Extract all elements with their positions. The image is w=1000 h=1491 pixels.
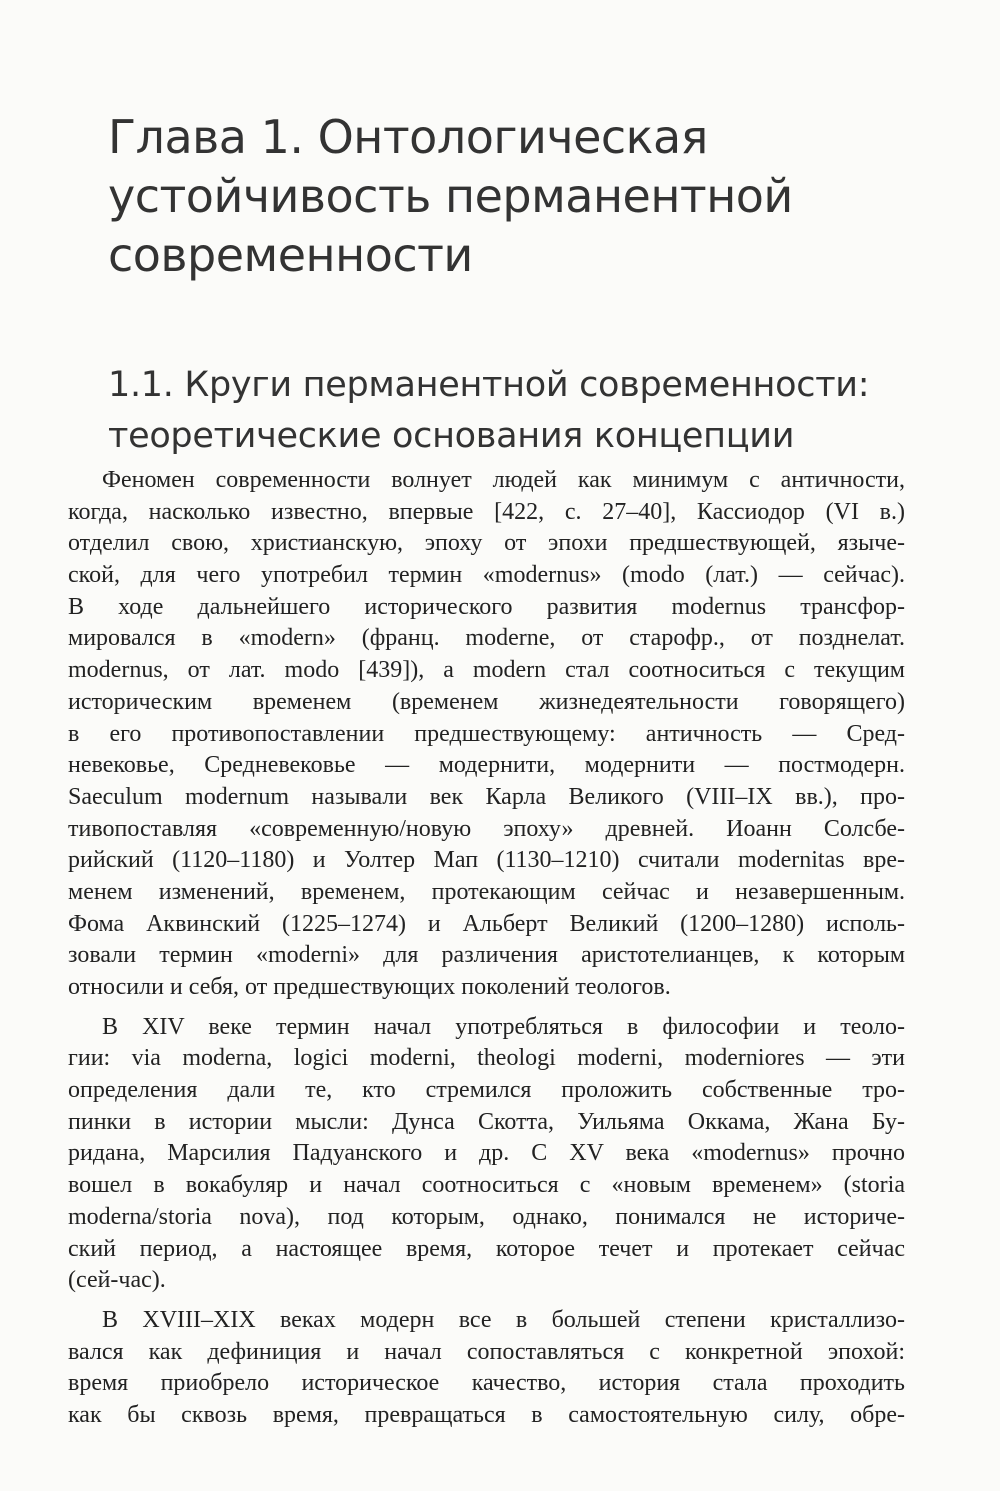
chapter-title-line: устойчивость перманентной xyxy=(108,169,793,223)
text-line: ской, для чего употребил термин «modernus» (modo (лат.) — сейчас). xyxy=(68,562,905,589)
text-line: гии: via moderna, logici moderni, theologi moderni, moderniores — эти xyxy=(68,1045,905,1072)
text-line: В ходе дальнейшего исторического развития modernus трансфор- xyxy=(68,593,905,620)
text-line: тивопоставляя «современную/новую эпоху» древней. Иоанн Солсбе- xyxy=(68,815,905,842)
text-line: Феномен современности волнует людей как минимум с античности, xyxy=(102,467,905,493)
section-title-line: теоретические основания концепции xyxy=(108,416,795,456)
text-line: время приобрело историческое качество, история стала проходить xyxy=(68,1370,905,1397)
chapter-title xyxy=(108,108,908,285)
text-line: мировался в «modern» (франц. moderne, от старофр., от позднелат. xyxy=(68,625,905,652)
chapter-title-line: современности xyxy=(108,228,473,282)
text-line: Saeculum modernum называли век Карла Великого (VIII–IX вв.), про- xyxy=(68,783,905,810)
text-line: вался как дефиниция и начал сопоставляться с конкретной эпохой: xyxy=(68,1338,905,1365)
text-line: moderna/storia nova), под которым, однако, понимался не историче- xyxy=(68,1203,905,1230)
text-line: В XIV веке термин начал употребляться в философии и теоло- xyxy=(102,1013,905,1040)
paragraph-1 xyxy=(68,465,905,1004)
text-line: ридана, Марсилия Падуанского и др. С XV века «modernus» прочно xyxy=(68,1140,905,1167)
text-line: modernus, от лат. modo [439]), а modern стал соотноситься с текущим xyxy=(68,657,905,684)
text-line: пинки в истории мысли: Дунса Скотта, Уильяма Оккама, Жана Бу- xyxy=(68,1108,905,1135)
section-title-line: 1.1. Круги перманентной современности: xyxy=(108,365,870,405)
text-line: зовали термин «moderni» для различения аристотелианцев, к которым xyxy=(68,942,905,969)
paragraph-3 xyxy=(68,1305,905,1432)
body-text xyxy=(68,465,905,1432)
text-line: вошел в вокабуляр и начал соотноситься с «новым временем» (storia xyxy=(68,1172,905,1199)
text-line: отделил свою, христианскую, эпоху от эпохи предшествующей, языче- xyxy=(68,530,905,557)
chapter-title-line: Глава 1. Онтологическая xyxy=(108,110,708,164)
paragraph-2 xyxy=(68,1012,905,1297)
text-line: ский период, а настоящее время, которое течет и протекает сейчас xyxy=(68,1235,905,1262)
text-line: В XVIII–XIX веках модерн все в большей степени кристаллизо- xyxy=(102,1306,905,1333)
text-line: невековье, Средневековье — модернити, модернити — постмодерн. xyxy=(68,752,905,779)
text-line: (сей-час). xyxy=(68,1267,166,1294)
text-line: менем изменений, временем, протекающим сейчас и незавершенным. xyxy=(68,878,905,905)
text-line: как бы сквозь время, превращаться в самостоятельную силу, обре- xyxy=(68,1401,905,1428)
text-line: рийский (1120–1180) и Уолтер Мап (1130–1210) считали modernitas вре- xyxy=(68,847,905,874)
text-line: историческим временем (временем жизнедеятельности говорящего) xyxy=(68,688,905,715)
text-line: определения дали те, кто стремился проложить собственные тро- xyxy=(68,1077,905,1104)
text-line: относили и себя, от предшествующих поколений теологов. xyxy=(68,974,671,1000)
text-line: в его противопоставлении предшествующему: античность — Сред- xyxy=(68,720,905,747)
text-line: когда, насколько известно, впервые [422, с. 27–40], Кассиодор (VI в.) xyxy=(68,498,905,525)
section-title xyxy=(108,360,908,462)
text-line: Фома Аквинский (1225–1274) и Альберт Великий (1200–1280) исполь- xyxy=(68,910,905,937)
